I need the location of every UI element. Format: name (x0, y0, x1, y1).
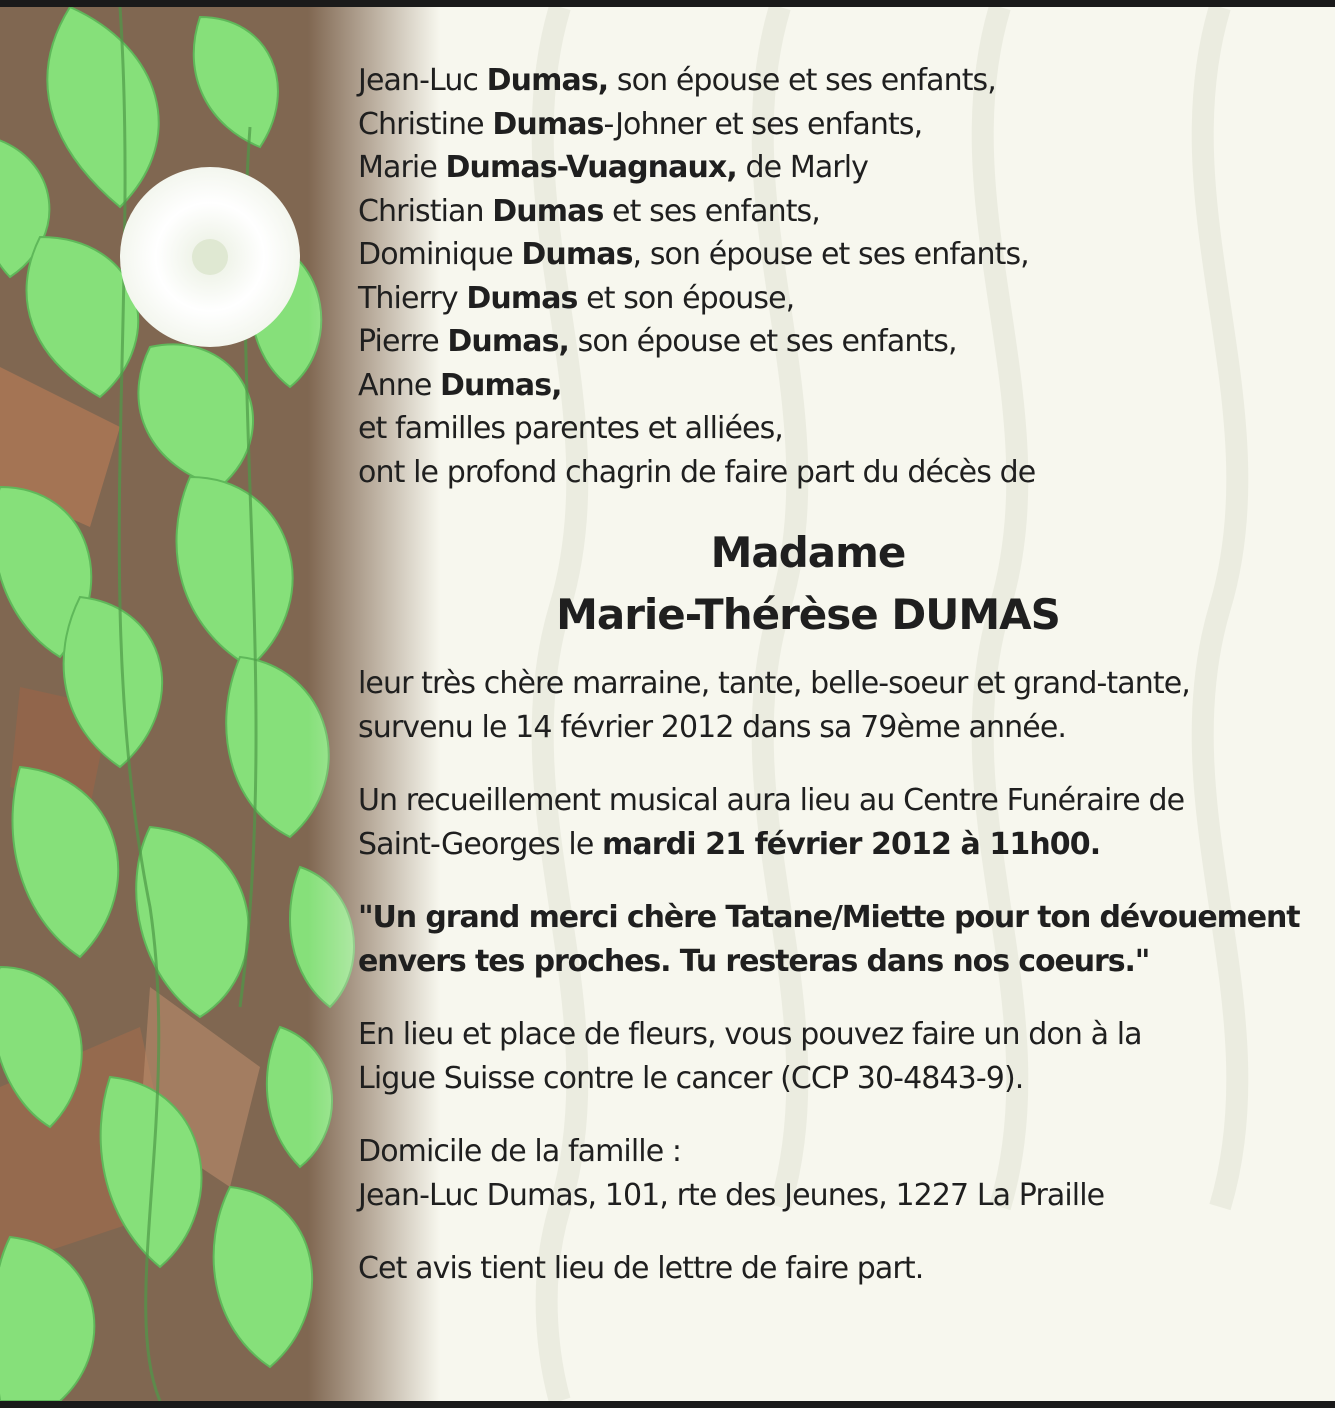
intro-line: et familles parentes et alliées, (358, 411, 783, 446)
family-first-name: Thierry (358, 280, 467, 316)
family-first-name: Dominique (358, 237, 522, 272)
notice-text (358, 59, 1318, 1291)
family-member-line (358, 59, 1318, 103)
family-relation: et ses enfants, (603, 193, 820, 229)
deceased-title: Madame (710, 528, 906, 577)
ceremony-date-line (358, 823, 1318, 867)
family-relation: et son épouse, (577, 280, 795, 316)
family-relation: son épouse et ses enfants, (569, 324, 957, 359)
deceased-name: Marie-Thérèse DUMAS (556, 590, 1060, 639)
intro-line: ont le profond chagrin de faire part du décès de (358, 454, 1036, 490)
family-first-name: Pierre (358, 324, 448, 359)
family-relation: , son épouse et ses enfants, (632, 237, 1029, 272)
family-member-line (358, 320, 1318, 364)
description-line: survenu le 14 février 2012 dans sa 79ème année. (358, 709, 1067, 745)
deceased-block (358, 522, 1318, 646)
family-member-line (358, 277, 1318, 321)
family-surname: Dumas (492, 193, 604, 229)
ceremony-line: Un recueillement musical aura lieu au Centre Funéraire de (358, 783, 1185, 818)
family-surname: Dumas, (440, 367, 562, 403)
family-surname: Dumas-Vuagnaux, (445, 150, 737, 185)
family-member-line (358, 146, 1318, 190)
family-relation: son épouse et ses enfants, (608, 63, 996, 98)
ceremony-place: Saint-Georges le (358, 826, 603, 862)
donation-line: En lieu et place de fleurs, vous pouvez faire un don à la (358, 1017, 1142, 1052)
family-first-name: Christine (358, 106, 493, 142)
family-first-name: Marie (358, 150, 446, 185)
quote-line: "Un grand merci chère Tatane/Miette pour ton dévouement (358, 900, 1300, 935)
donation-line: Ligue Suisse contre le cancer (CCP 30-4843-9). (358, 1060, 1024, 1096)
family-member-line (358, 190, 1318, 234)
family-member-line (358, 233, 1318, 277)
domicile-address: Jean-Luc Dumas, 101, rte des Jeunes, 1227 La Praille (358, 1177, 1105, 1213)
family-member-line (358, 364, 1318, 408)
family-surname: Dumas, (447, 324, 570, 359)
family-first-name: Jean-Luc (358, 63, 487, 98)
family-list (358, 59, 1318, 407)
family-first-name: Anne (358, 367, 441, 403)
family-relation: -Johner et ses enfants, (603, 106, 923, 142)
family-surname: Dumas, (486, 63, 609, 98)
family-member-line (358, 103, 1318, 147)
family-first-name: Christian (358, 193, 493, 229)
quote-line: envers tes proches. Tu resteras dans nos coeurs." (358, 943, 1150, 979)
family-surname: Dumas (466, 280, 578, 316)
family-surname: Dumas (521, 237, 633, 272)
family-surname: Dumas (492, 106, 604, 142)
ceremony-date: mardi 21 février 2012 à 11h00. (602, 826, 1101, 862)
family-relation: de Marly (736, 150, 869, 185)
domicile-label: Domicile de la famille : (358, 1134, 682, 1169)
closing-line: Cet avis tient lieu de lettre de faire part. (358, 1251, 924, 1286)
description-line: leur très chère marraine, tante, belle-soeur et grand-tante, (358, 666, 1190, 701)
